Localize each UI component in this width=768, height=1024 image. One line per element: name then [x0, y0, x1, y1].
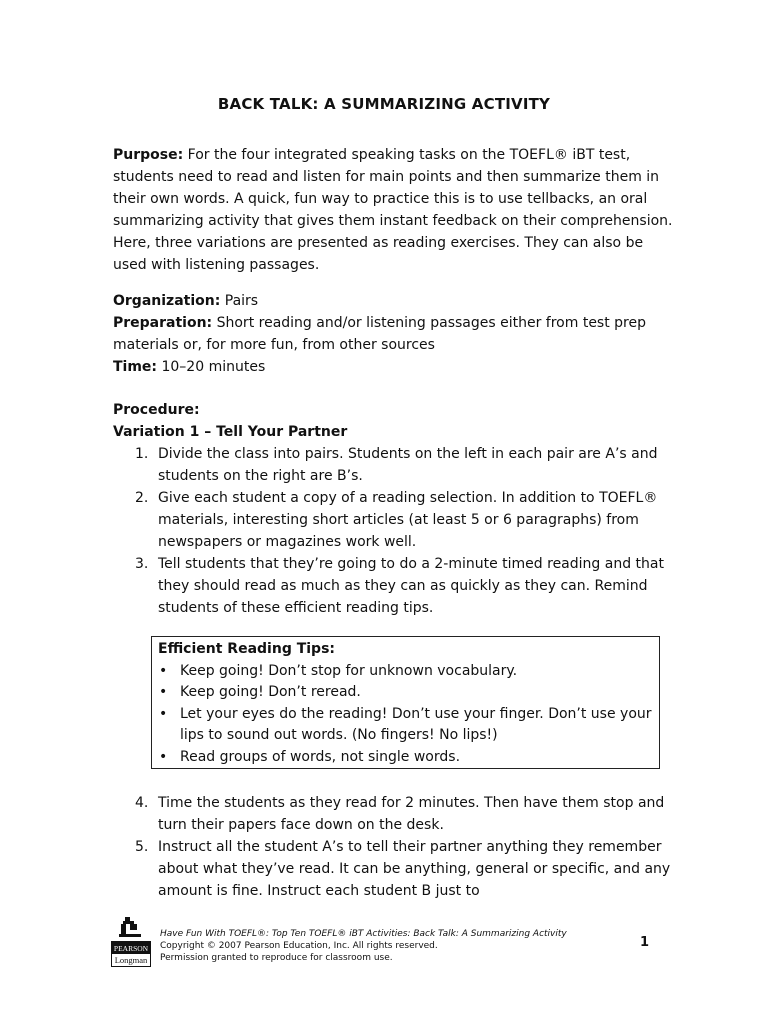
tip-text: Keep going! Don’t reread.: [180, 684, 361, 700]
page-number: 1: [640, 935, 650, 950]
bullet-icon: •: [159, 684, 168, 700]
footer-title: Have Fun With TOEFL®: Top Ten TOEFL® iBT Activities: Back Talk: A Summarizing Activity: [160, 929, 567, 939]
tip-text: Let your eyes do the reading! Don’t use your finger. Don’t use your lips to sound out words. (No fingers! No lips!): [180, 705, 652, 743]
logo-bottom-text: Longman: [114, 955, 148, 965]
list-item-number: 2.: [135, 490, 149, 506]
preparation-line: [113, 312, 673, 356]
procedure-heading: Procedure:: [113, 402, 200, 418]
tip-text: Keep going! Don’t stop for unknown vocabulary.: [180, 662, 518, 679]
footer-copyright: Copyright © 2007 Pearson Education, Inc. All rights reserved.: [160, 941, 438, 951]
list-item-text: Divide the class into pairs. Students on the left in each pair are A’s and students on the right are B’s.: [158, 446, 658, 484]
organization-text: Pairs: [224, 293, 259, 309]
tip-item: [158, 747, 653, 769]
preparation-label: Preparation:: [113, 315, 213, 331]
list-item: [113, 553, 673, 619]
list-item: [113, 836, 673, 902]
tip-item: [158, 682, 653, 704]
variation-heading: Variation 1 – Tell Your Partner: [113, 424, 348, 440]
page-title: BACK TALK: A SUMMARIZING ACTIVITY: [217, 95, 551, 113]
list-item: [113, 487, 673, 553]
footer-permission: Permission granted to reproduce for classroom use.: [160, 953, 393, 963]
page-footer: [160, 928, 660, 964]
logo-top-text: PEARSON: [113, 944, 149, 953]
purpose-label: Purpose:: [113, 147, 184, 163]
organization-line: [113, 290, 673, 312]
list-item-number: 5.: [135, 839, 149, 855]
purpose-text: For the four integrated speaking tasks on the TOEFL® iBT test, students need to read and listen for main points and then summarize them in their own words. A quick, fun way to practice this is to use tellbacks, an oral summarizing activity that gives them instant feedback on their comprehension. Here, three variations are presented as reading exercises. They can also be used with listening passages.: [113, 147, 673, 273]
list-item-text: Instruct all the student A’s to tell their partner anything they remember about what they’ve read. It can be anything, general or specific, and any amount is fine. Instruct each student B just to: [158, 839, 671, 899]
time-line: [113, 356, 673, 378]
reading-tips-box: [151, 636, 660, 769]
list-item-number: 4.: [135, 795, 149, 811]
list-item-number: 3.: [135, 556, 149, 572]
bullet-icon: •: [159, 748, 168, 765]
list-item-text: Time the students as they read for 2 minutes. Then have them stop and turn their papers face down on the desk.: [158, 795, 665, 833]
steps-list: [113, 443, 673, 619]
list-item-text: Tell students that they’re going to do a 2-minute timed reading and that they should read as much as they can as quickly as they can. Remind students of these efficient reading tips.: [158, 556, 664, 616]
preparation-text: Short reading and/or listening passages either from test prep materials or, for more fun, from other sources: [113, 315, 646, 353]
tip-item: [158, 661, 653, 683]
list-item: [113, 443, 673, 487]
organization-label: Organization:: [113, 293, 221, 309]
purpose-paragraph: [113, 144, 673, 276]
list-item-number: 1.: [135, 446, 149, 462]
tip-text: Read groups of words, not single words.: [180, 748, 461, 765]
list-item: [113, 792, 673, 836]
pearson-longman-logo: [111, 915, 151, 967]
tips-heading: Efficient Reading Tips:: [158, 641, 336, 657]
tip-item: [158, 704, 653, 747]
list-item-text: Give each student a copy of a reading selection. In addition to TOEFL® materials, interesting short articles (at least 5 or 6 paragraphs) from newspapers or magazines work well.: [158, 490, 658, 550]
time-label: Time:: [113, 359, 158, 375]
bullet-icon: •: [159, 705, 168, 722]
steps-list-continued: [113, 792, 673, 902]
time-text: 10–20 minutes: [161, 359, 266, 375]
bullet-icon: •: [159, 662, 168, 679]
